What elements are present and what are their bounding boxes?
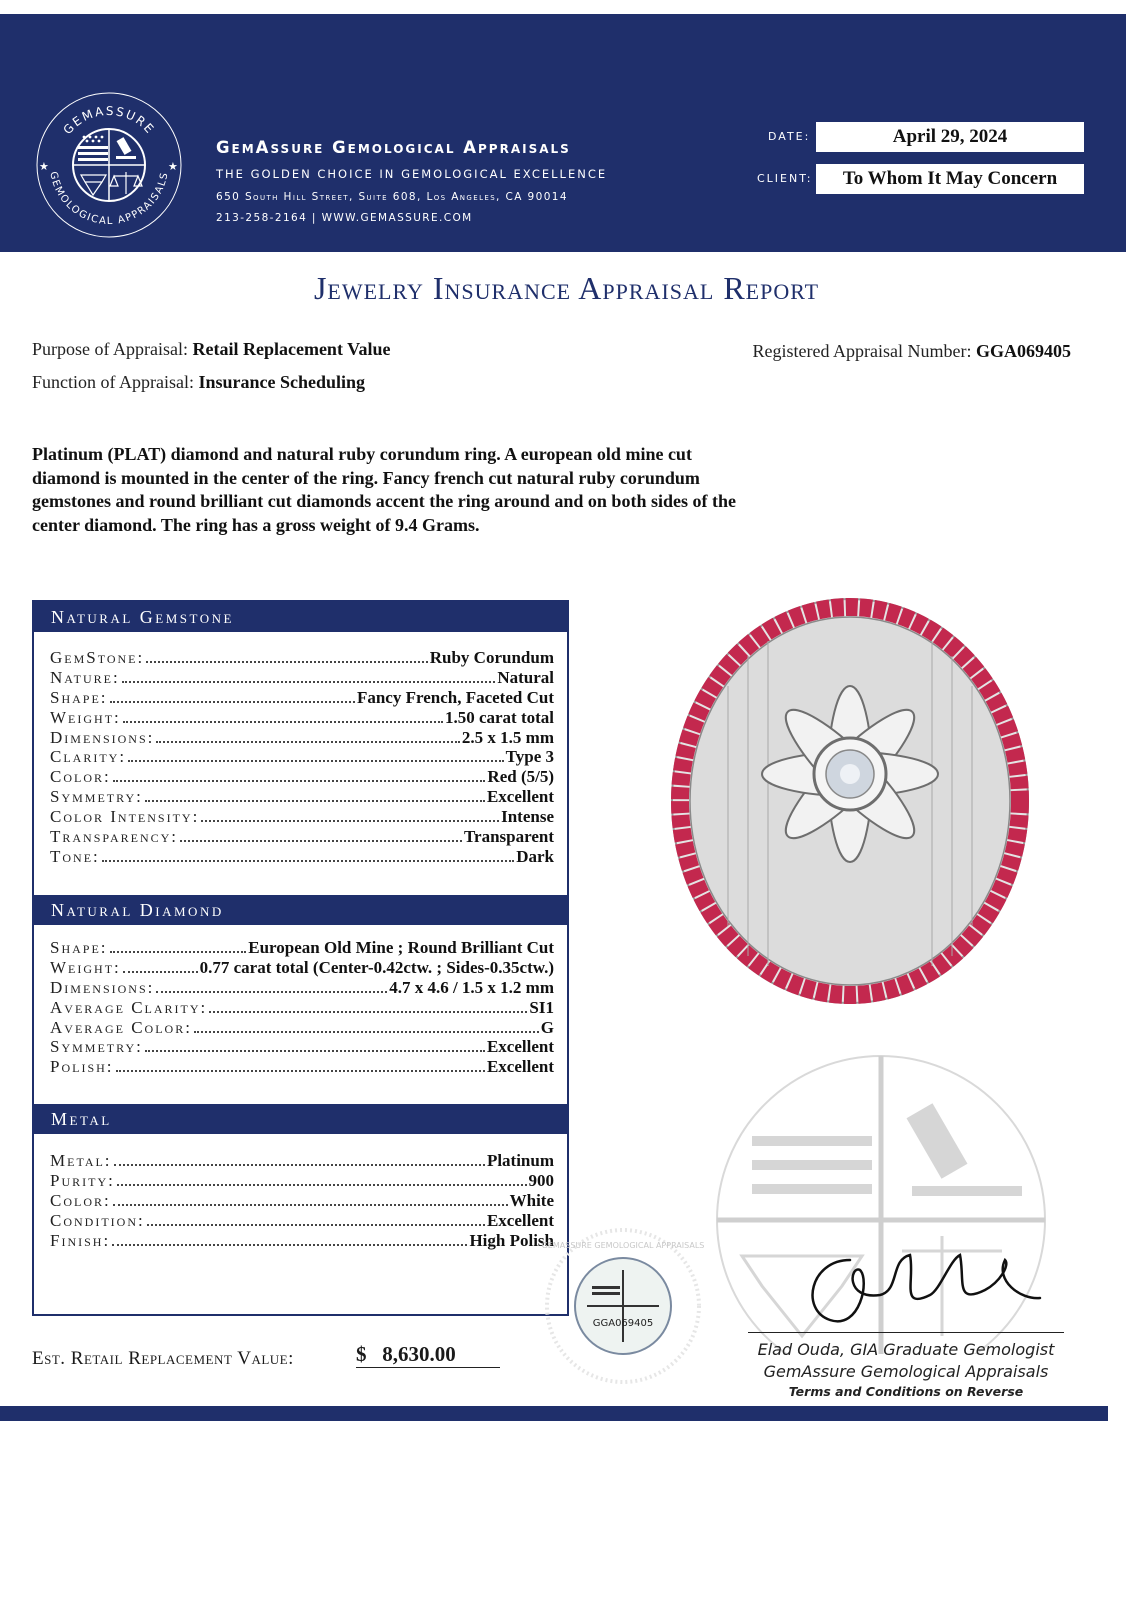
svg-text:★: ★ (39, 161, 49, 173)
dot-leader (145, 800, 485, 802)
dot-leader (128, 760, 504, 762)
signature-line (748, 1332, 1064, 1333)
gemstone-spec-row (50, 688, 554, 708)
spec-label: Color Intensity: (50, 807, 200, 827)
company-name: GemAssure Gemological Appraisals (216, 138, 571, 157)
letterhead-banner (0, 14, 1126, 252)
spec-value: Red (5/5) (487, 767, 554, 787)
spec-label: Nature: (50, 667, 120, 687)
svg-text:GEMOLOGICAL APPRAISALS: GEMOLOGICAL APPRAISALS (47, 170, 171, 228)
spec-label: Symmetry: (50, 1037, 143, 1057)
spec-value: High Polish (469, 1230, 554, 1250)
spec-label: Condition: (50, 1210, 145, 1230)
date-value: April 29, 2024 (816, 122, 1084, 152)
company-address: 650 South Hill Street, Suite 608, Los Angeles, CA 90014 (216, 191, 568, 203)
gemstone-spec-row (50, 827, 554, 847)
spec-value: 1.50 carat total (444, 707, 554, 727)
report-title: Jewelry Insurance Appraisal Report (313, 270, 820, 306)
diamond-spec-row (50, 1037, 554, 1057)
spec-label: Color: (50, 1190, 111, 1210)
purpose-label: Purpose of Appraisal: (32, 339, 188, 359)
ring-photo (668, 596, 1032, 1006)
spec-label: GemStone: (50, 648, 145, 667)
item-description: Platinum (PLAT) diamond and natural ruby corundum ring. A european old mine cut diamond is mounted in the center of the ring. Fancy french cut natural ruby corundum gemstones and round brilliant cut diamonds accent the ring around and on both sides of the center diamond. The ring has a gross weight of 9.4 Grams. (32, 444, 736, 535)
dot-leader (123, 721, 443, 723)
spec-value: Excellent (486, 787, 554, 807)
spec-value: Excellent (486, 1057, 554, 1077)
section-natural-diamond-title: Natural Diamond (34, 895, 567, 925)
spec-label: Polish: (50, 1057, 114, 1077)
dot-leader (146, 661, 428, 663)
dot-leader (145, 1050, 485, 1052)
terms-note: Terms and Conditions on Reverse (788, 1384, 1024, 1399)
dot-leader (113, 1204, 508, 1206)
metal-spec-row (50, 1151, 554, 1171)
diamond-rows (50, 938, 554, 1077)
gemstone-spec-row (50, 747, 554, 767)
date-label: DATE: (768, 130, 811, 143)
function-label: Function of Appraisal: (32, 372, 194, 392)
spec-value: 900 (528, 1170, 554, 1190)
spec-value: Excellent (486, 1037, 554, 1057)
est-retail-value (356, 1342, 500, 1368)
spec-value: 0.77 carat total (Center-0.42ctw. ; Sides-0.35ctw.) (199, 957, 554, 977)
client-value: To Whom It May Concern (816, 164, 1084, 194)
function-of-appraisal (32, 372, 365, 393)
dot-leader (194, 1031, 539, 1033)
metal-spec-row (50, 1191, 554, 1211)
dot-leader (122, 681, 496, 683)
spec-label: Clarity: (50, 747, 127, 767)
handwritten-signature (790, 1240, 1050, 1340)
dot-leader (123, 971, 198, 973)
spec-value: Type 3 (505, 747, 554, 767)
company-tagline: THE GOLDEN CHOICE IN GEMOLOGICAL EXCELLENCE (216, 167, 608, 181)
dot-leader (110, 701, 355, 703)
spec-label: Metal: (50, 1151, 112, 1170)
dot-leader (113, 780, 486, 782)
svg-text:GEMASSURE GEMOLOGICAL APPRAISA: GEMASSURE GEMOLOGICAL APPRAISALS (541, 1241, 705, 1250)
spec-label: Symmetry: (50, 787, 143, 807)
diamond-spec-row (50, 958, 554, 978)
dot-leader (209, 1011, 527, 1013)
appraiser-company: GemAssure Gemological Appraisals (763, 1362, 1049, 1381)
spec-value: Fancy French, Faceted Cut (356, 687, 554, 707)
spec-value: Excellent (486, 1210, 554, 1230)
reg-value: GGA069405 (975, 341, 1071, 361)
gemstone-spec-row (50, 708, 554, 728)
metal-spec-row (50, 1211, 554, 1231)
gemstone-spec-row (50, 648, 554, 668)
gemstone-spec-row (50, 847, 554, 867)
gemstone-spec-row (50, 787, 554, 807)
spec-label: Color: (50, 767, 111, 787)
dot-leader (114, 1164, 485, 1166)
diamond-spec-row (50, 1018, 554, 1038)
dot-leader (116, 1070, 485, 1072)
spec-label: Shape: (50, 938, 108, 957)
svg-text:★: ★ (168, 161, 178, 173)
hologram-sticker (520, 1228, 726, 1384)
spec-value: G (540, 1017, 554, 1037)
dot-leader (102, 860, 514, 862)
gemstone-spec-row (50, 728, 554, 748)
spec-label: Purity: (50, 1170, 115, 1190)
metal-rows (50, 1151, 554, 1250)
spec-value: European Old Mine ; Round Brilliant Cut (248, 938, 554, 957)
dot-leader (156, 991, 387, 993)
spec-value: Natural (497, 667, 554, 687)
metal-spec-row (50, 1231, 554, 1251)
dot-leader (180, 840, 462, 842)
reg-label: Registered Appraisal Number: (752, 341, 972, 361)
diamond-spec-row (50, 998, 554, 1018)
spec-label: Weight: (50, 957, 121, 977)
dot-leader (117, 1184, 527, 1186)
spec-label: Average Clarity: (50, 997, 208, 1017)
spec-value: Dark (516, 846, 554, 866)
diamond-spec-row (50, 978, 554, 998)
footer-bar (0, 1406, 1108, 1421)
spec-label: Tone: (50, 846, 100, 866)
dot-leader (110, 951, 247, 953)
spec-value: Transparent (463, 827, 554, 847)
gemstone-spec-row (50, 668, 554, 688)
dot-leader (156, 741, 460, 743)
spec-value: White (509, 1190, 554, 1210)
gemstone-spec-row (50, 807, 554, 827)
appraiser-name: Elad Ouda, GIA Graduate Gemologist (757, 1340, 1055, 1359)
spec-value: Platinum (486, 1151, 554, 1170)
section-natural-gemstone-title: Natural Gemstone (34, 602, 567, 632)
gemassure-seal-logo (34, 90, 184, 240)
gemstone-spec-row (50, 767, 554, 787)
spec-label: Average Color: (50, 1017, 192, 1037)
section-metal-title: Metal (34, 1104, 567, 1134)
dot-leader (201, 820, 499, 822)
spec-value: SI1 (529, 997, 554, 1017)
spec-value: 2.5 x 1.5 mm (461, 727, 554, 747)
svg-text:GGA069405: GGA069405 (592, 1318, 654, 1329)
spec-value: Ruby Corundum (429, 648, 554, 667)
function-value: Insurance Scheduling (198, 372, 366, 392)
client-label: CLIENT: (757, 172, 813, 185)
registered-appraisal-number (753, 341, 1071, 362)
diamond-spec-row (50, 938, 554, 958)
est-retail-value-label: Est. Retail Replacement Value: (32, 1348, 294, 1369)
dot-leader (147, 1224, 485, 1226)
metal-spec-row (50, 1171, 554, 1191)
gemstone-rows (50, 648, 554, 867)
currency-symbol: $ (356, 1342, 367, 1366)
svg-text:GEMASSURE: GEMASSURE (60, 103, 158, 138)
dot-leader (112, 1244, 467, 1246)
value-amount: 8,630.00 (382, 1342, 456, 1366)
spec-value: 4.7 x 4.6 / 1.5 x 1.2 mm (389, 977, 554, 997)
company-contact: 213-258-2164 | WWW.GEMASSURE.COM (216, 212, 473, 224)
spec-label: Dimensions: (50, 977, 155, 997)
purpose-value: Retail Replacement Value (192, 339, 391, 359)
spec-label: Finish: (50, 1230, 111, 1250)
purpose-of-appraisal (32, 339, 390, 360)
spec-label: Weight: (50, 707, 121, 727)
spec-label: Transparency: (50, 827, 179, 847)
diamond-spec-row (50, 1057, 554, 1077)
specification-table (32, 600, 569, 1316)
spec-label: Shape: (50, 687, 108, 707)
spec-label: Dimensions: (50, 727, 155, 747)
spec-value: Intense (501, 807, 554, 827)
